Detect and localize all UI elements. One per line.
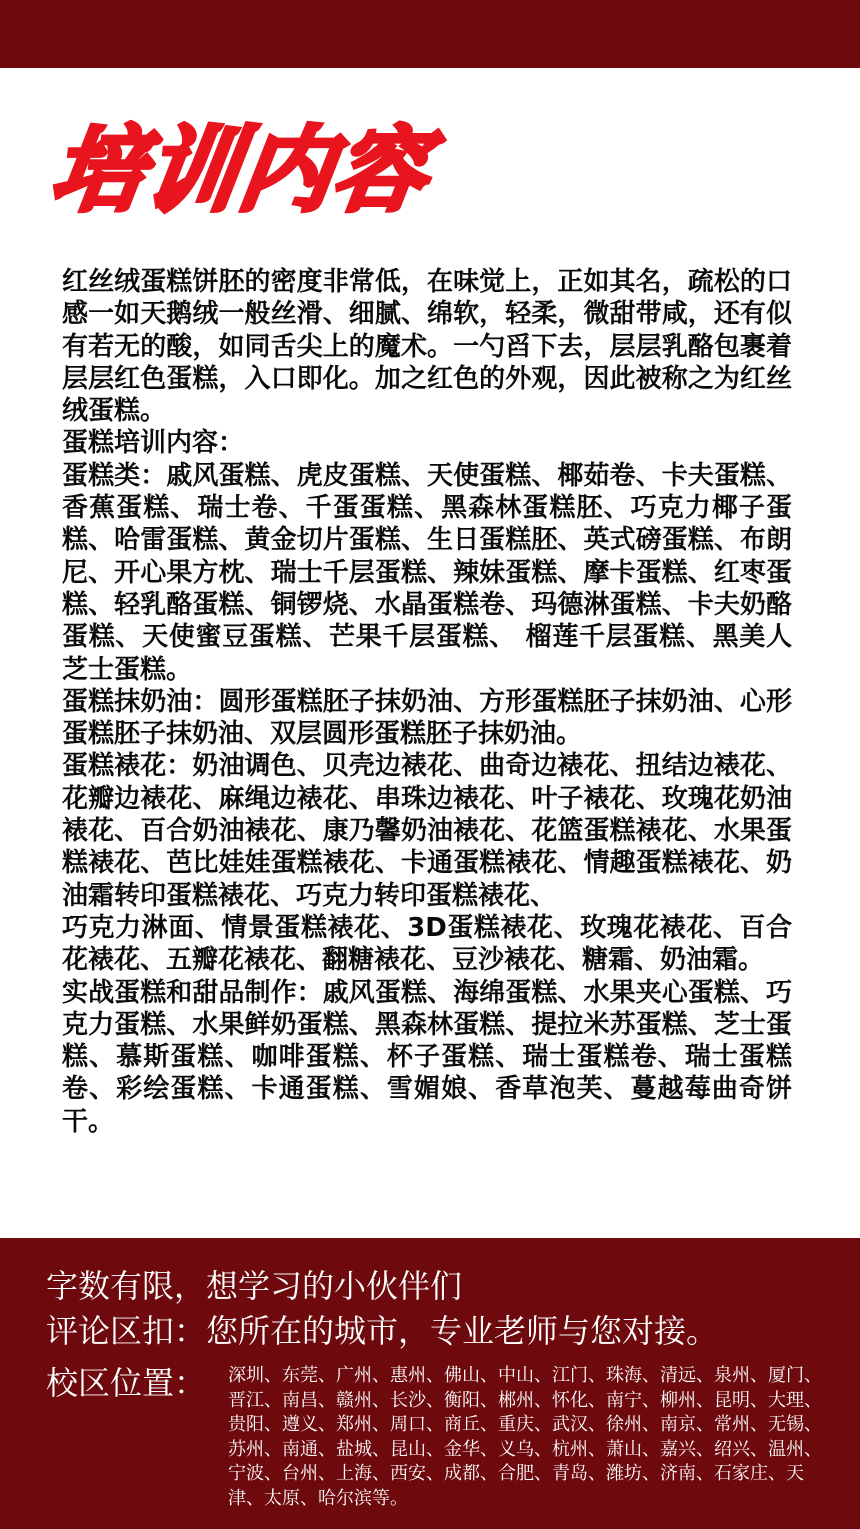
footer-line-limited: 字数有限，想学习的小伙伴们 [46,1267,463,1305]
section-heading: 蛋糕培训内容： [62,428,245,459]
cake-types-paragraph: 蛋糕类：戚风蛋糕、虎皮蛋糕、天使蛋糕、椰茹卷、卡夫蛋糕、香蕉蛋糕、瑞士卷、千蛋蛋糕、黑森林蛋糕胚、巧克力椰子蛋糕、哈雷蛋糕、黄金切片蛋糕、生日蛋糕胚、英式磅蛋糕、布朗尼、开心果方枕、瑞士千层蛋糕、辣妹蛋糕、摩卡蛋糕、红枣蛋糕、轻乳酪蛋糕、铜锣烧、水晶蛋糕卷、玛德淋蛋糕、卡夫奶酪蛋糕、天使蜜豆蛋糕、芒果千层蛋糕、 榴莲千层蛋糕、黑美人芝士蛋糕。 [62,460,792,685]
content-area [0,68,860,1238]
footer-line-comment: 评论区扣：您所在的城市，专业老师与您对接。 [46,1312,719,1350]
top-banner [0,0,860,68]
page-title: 培训内容 [44,117,436,224]
training-content [62,266,792,1138]
decoration-paragraph: 巧克力淋面、情景蛋糕裱花、3D蛋糕裱花、玫瑰花裱花、百合花裱花、五瓣花裱花、翻糖裱花、豆沙裱花、糖霜、奶油霜。 [62,912,792,976]
cream-frosting-paragraph: 蛋糕抹奶油：圆形蛋糕胚子抹奶油、方形蛋糕胚子抹奶油、心形蛋糕胚子抹奶油、双层圆形蛋糕胚子抹奶油。 [62,686,792,750]
practical-paragraph: 实战蛋糕和甜品制作：戚风蛋糕、海绵蛋糕、水果夹心蛋糕、巧克力蛋糕、水果鲜奶蛋糕、黑森林蛋糕、提拉米苏蛋糕、芝士蛋糕、慕斯蛋糕、咖啡蛋糕、杯子蛋糕、瑞士蛋糕卷、瑞士蛋糕卷、彩绘蛋糕、卡通蛋糕、雪媚娘、香草泡芙、蔓越莓曲奇饼干。 [62,977,792,1137]
piping-paragraph: 蛋糕裱花：奶油调色、贝壳边裱花、曲奇边裱花、扭结边裱花、花瓣边裱花、麻绳边裱花、串珠边裱花、叶子裱花、玫瑰花奶油裱花、百合奶油裱花、康乃馨奶油裱花、花篮蛋糕裱花、水果蛋糕裱花、芭比娃娃蛋糕裱花、卡通蛋糕裱花、情趣蛋糕裱花、奶油霜转印蛋糕裱花、巧克力转印蛋糕裱花、 [62,751,792,911]
campus-label: 校区位置： [46,1364,207,1402]
intro-paragraph: 红丝绒蛋糕饼胚的密度非常低，在味觉上，正如其名，疏松的口感一如天鹅绒一般丝滑、细腻、绵软，轻柔，微甜带咸，还有似有若无的酸，如同舌尖上的魔术。一勺舀下去，层层乳酪包裹着层层红色蛋糕，入口即化。加之红色的外观，因此被称之为红丝绒蛋糕。 [62,267,792,427]
footer-banner [0,1238,860,1529]
campus-list: 深圳、东莞、广州、惠州、佛山、中山、江门、珠海、清远、泉州、厦门、晋江、南昌、赣州、长沙、衡阳、郴州、怀化、南宁、柳州、昆明、大理、贵阳、遵义、郑州、周口、商丘、重庆、武汉、徐州、南京、常州、无锡、苏州、南通、盐城、昆山、金华、义乌、杭州、萧山、嘉兴、绍兴、温州、宁波、台州、上海、西安、成都、合肥、青岛、潍坊、济南、石家庄、天津、太原、哈尔滨等。 [228,1365,822,1509]
